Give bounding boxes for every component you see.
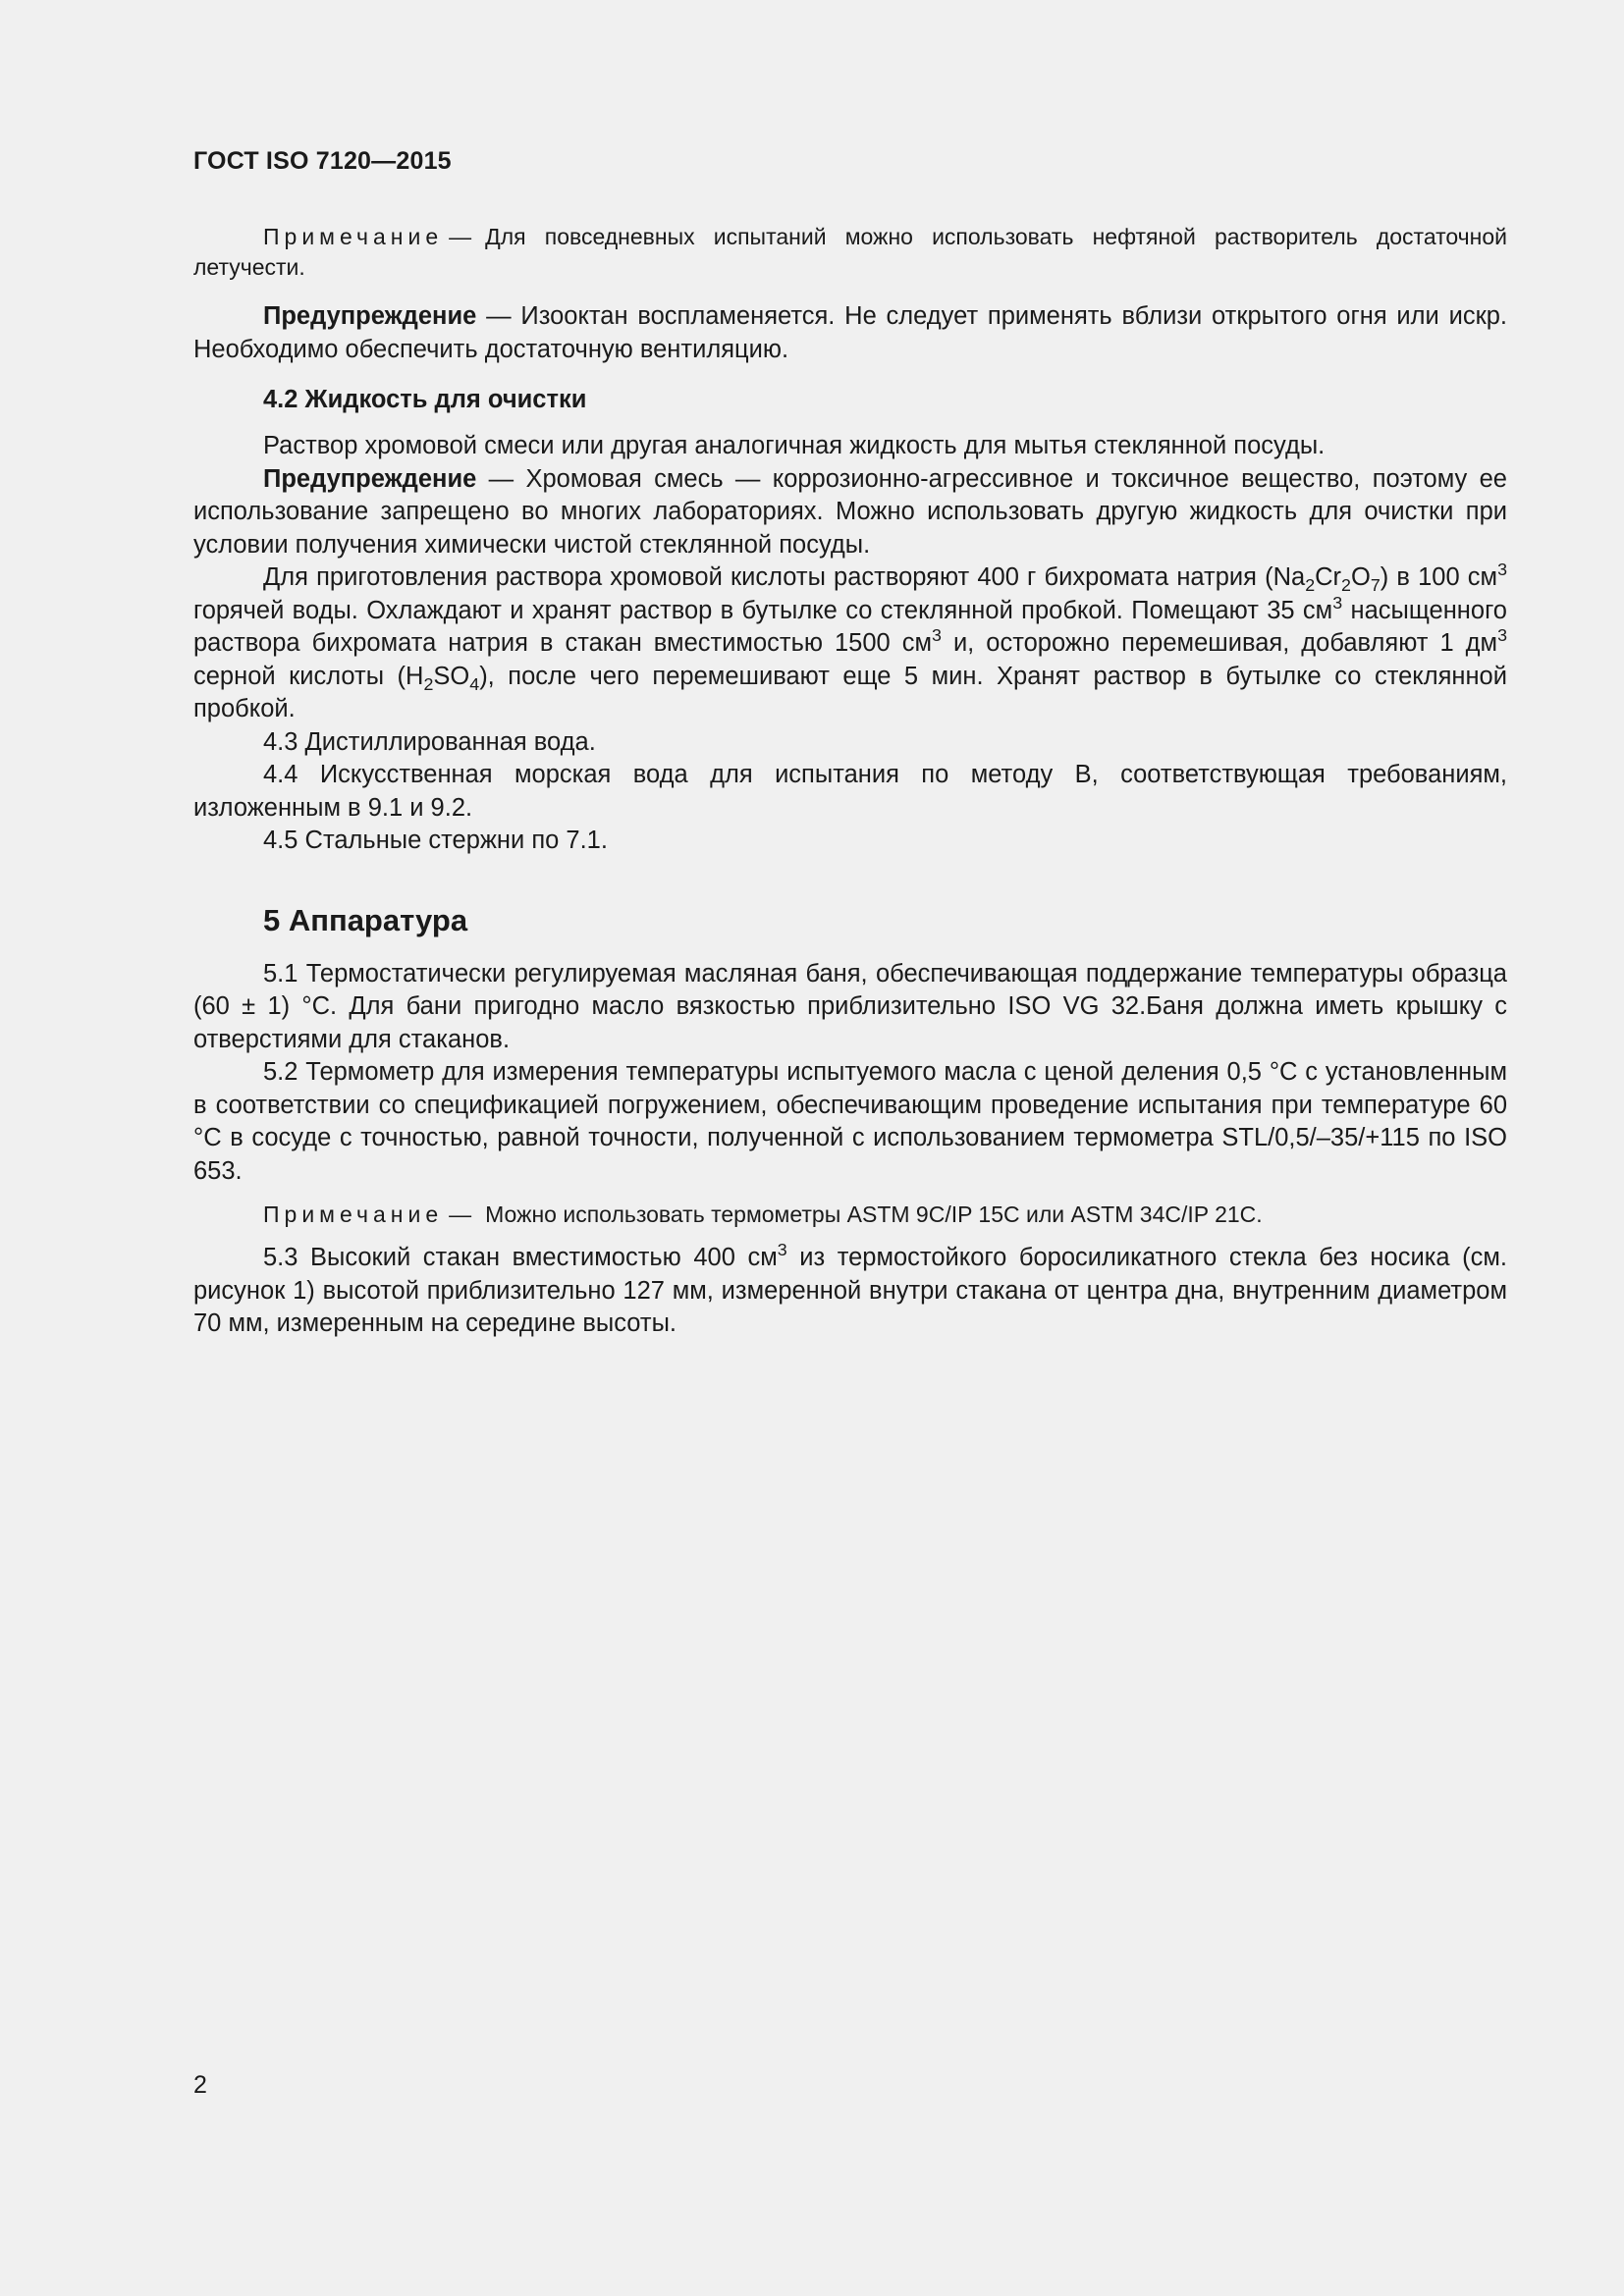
text-run: O: [1350, 563, 1371, 591]
section-4-3-paragraph: 4.3 Дистиллированная вода.: [263, 727, 596, 756]
note-label: Примечание: [263, 224, 444, 249]
note-text: Можно использовать термометры ASTM 9C/IP 15C или ASTM 34C/IP 21C.: [485, 1201, 1263, 1227]
text-run: ) в 100 см: [1380, 563, 1498, 591]
warning-text: — Хромовая смесь — коррозионно-агрессивное и токсичное вещество, поэтому ее использование запрещено во многих лабораториях. Можно использовать другую жидкость для очистки при условии получения химически чистой стеклянной посуды.: [193, 464, 1507, 559]
text-run: из термостойкого боросиликатного стекла без носика (см. рисунок 1) высотой приблизительно 127 мм, измеренной внутри стакана от центра дна, внутренним диаметром 70 мм, измеренным на середине высоты.: [193, 1244, 1507, 1337]
warning-text: — Изооктан воспламеняется. Не следует применять вблизи открытого огня или искр. Необходимо обеспечить достаточную вентиляцию.: [193, 302, 1507, 363]
section-4-2-paragraph: Раствор хромовой смеси или другая аналогичная жидкость для мытья стеклянной посуды.: [263, 432, 1326, 459]
text-run: насыщенного раствора бихромата натрия в стакан вместимостью 1500 см: [193, 596, 1507, 657]
note-text: Для повседневных испытаний можно использовать нефтяной растворитель достаточной летучести.: [193, 224, 1507, 280]
superscript: 3: [777, 1240, 787, 1260]
text-run: SO: [433, 662, 470, 690]
document-body: [193, 222, 1507, 1341]
section-4-4-paragraph: 4.4 Искусственная морская вода для испытания по методу В, соответствующая требованиям, изложенным в 9.1 и 9.2.: [193, 761, 1507, 822]
superscript: 3: [1497, 560, 1507, 580]
section-4-2-heading: 4.2 Жидкость для очистки: [263, 386, 587, 413]
note-paragraph: [193, 1200, 1507, 1230]
text-run: горячей воды. Охлаждают и хранят раствор в бутылке со стеклянной пробкой. Помещают 35 см: [193, 596, 1333, 624]
warning-label: Предупреждение: [263, 464, 477, 493]
note-paragraph: [193, 222, 1507, 283]
section-5-1-paragraph: 5.1 Термостатически регулируемая масляная баня, обеспечивающая поддержание температуры образца (60 ± 1) °С. Для бани пригодно масло вязкостью приблизительно ISO VG 32.Баня должна иметь крышку с отверстиями для стаканов.: [193, 959, 1507, 1053]
subscript: 2: [1341, 575, 1351, 596]
text-run: и, осторожно перемешивая, добавляют 1 дм: [941, 629, 1498, 657]
subscript: 7: [1370, 575, 1380, 596]
superscript: 3: [932, 625, 942, 646]
superscript: 3: [1332, 592, 1343, 613]
subscript: 2: [423, 673, 434, 694]
text-run: 5.3 Высокий стакан вместимостью 400 см: [263, 1244, 778, 1271]
chromic-acid-preparation-paragraph: [193, 561, 1507, 726]
section-5-heading: 5 Аппаратура: [263, 902, 468, 937]
text-run: ), после чего перемешивают еще 5 мин. Хранят раствор в бутылке со стеклянной пробкой.: [193, 662, 1507, 722]
warning-label: Предупреждение: [263, 302, 477, 330]
section-4-2-warning: [193, 463, 1507, 562]
section-5-3-paragraph: [193, 1242, 1507, 1341]
text-run: Для приготовления раствора хромовой кислоты растворяют 400 г бихромата натрия (Na: [263, 563, 1306, 591]
note-dash: —: [449, 224, 472, 249]
section-5-2-paragraph: 5.2 Термометр для измерения температуры испытуемого масла с ценой деления 0,5 °С с установленным в соответствии со спецификацией погружением, обеспечивающим проведение испытания при температуре 60 °С в сосуде с точностью, равной точности, полученной с использованием термометра STL/0,5/–35/+115 по ISO 653.: [193, 1058, 1507, 1185]
subscript: 4: [469, 673, 480, 694]
subscript: 2: [1305, 575, 1316, 596]
document-header: ГОСТ ISO 7120—2015: [193, 147, 452, 175]
superscript: 3: [1497, 625, 1507, 646]
note-label: Примечание: [263, 1201, 444, 1227]
warning-paragraph: [193, 300, 1507, 366]
text-run: Cr: [1315, 563, 1342, 591]
note-dash: —: [449, 1201, 472, 1227]
page-number: 2: [193, 2071, 207, 2099]
text-run: серной кислоты (H: [193, 662, 424, 690]
section-4-5-paragraph: 4.5 Стальные стержни по 7.1.: [263, 827, 608, 854]
